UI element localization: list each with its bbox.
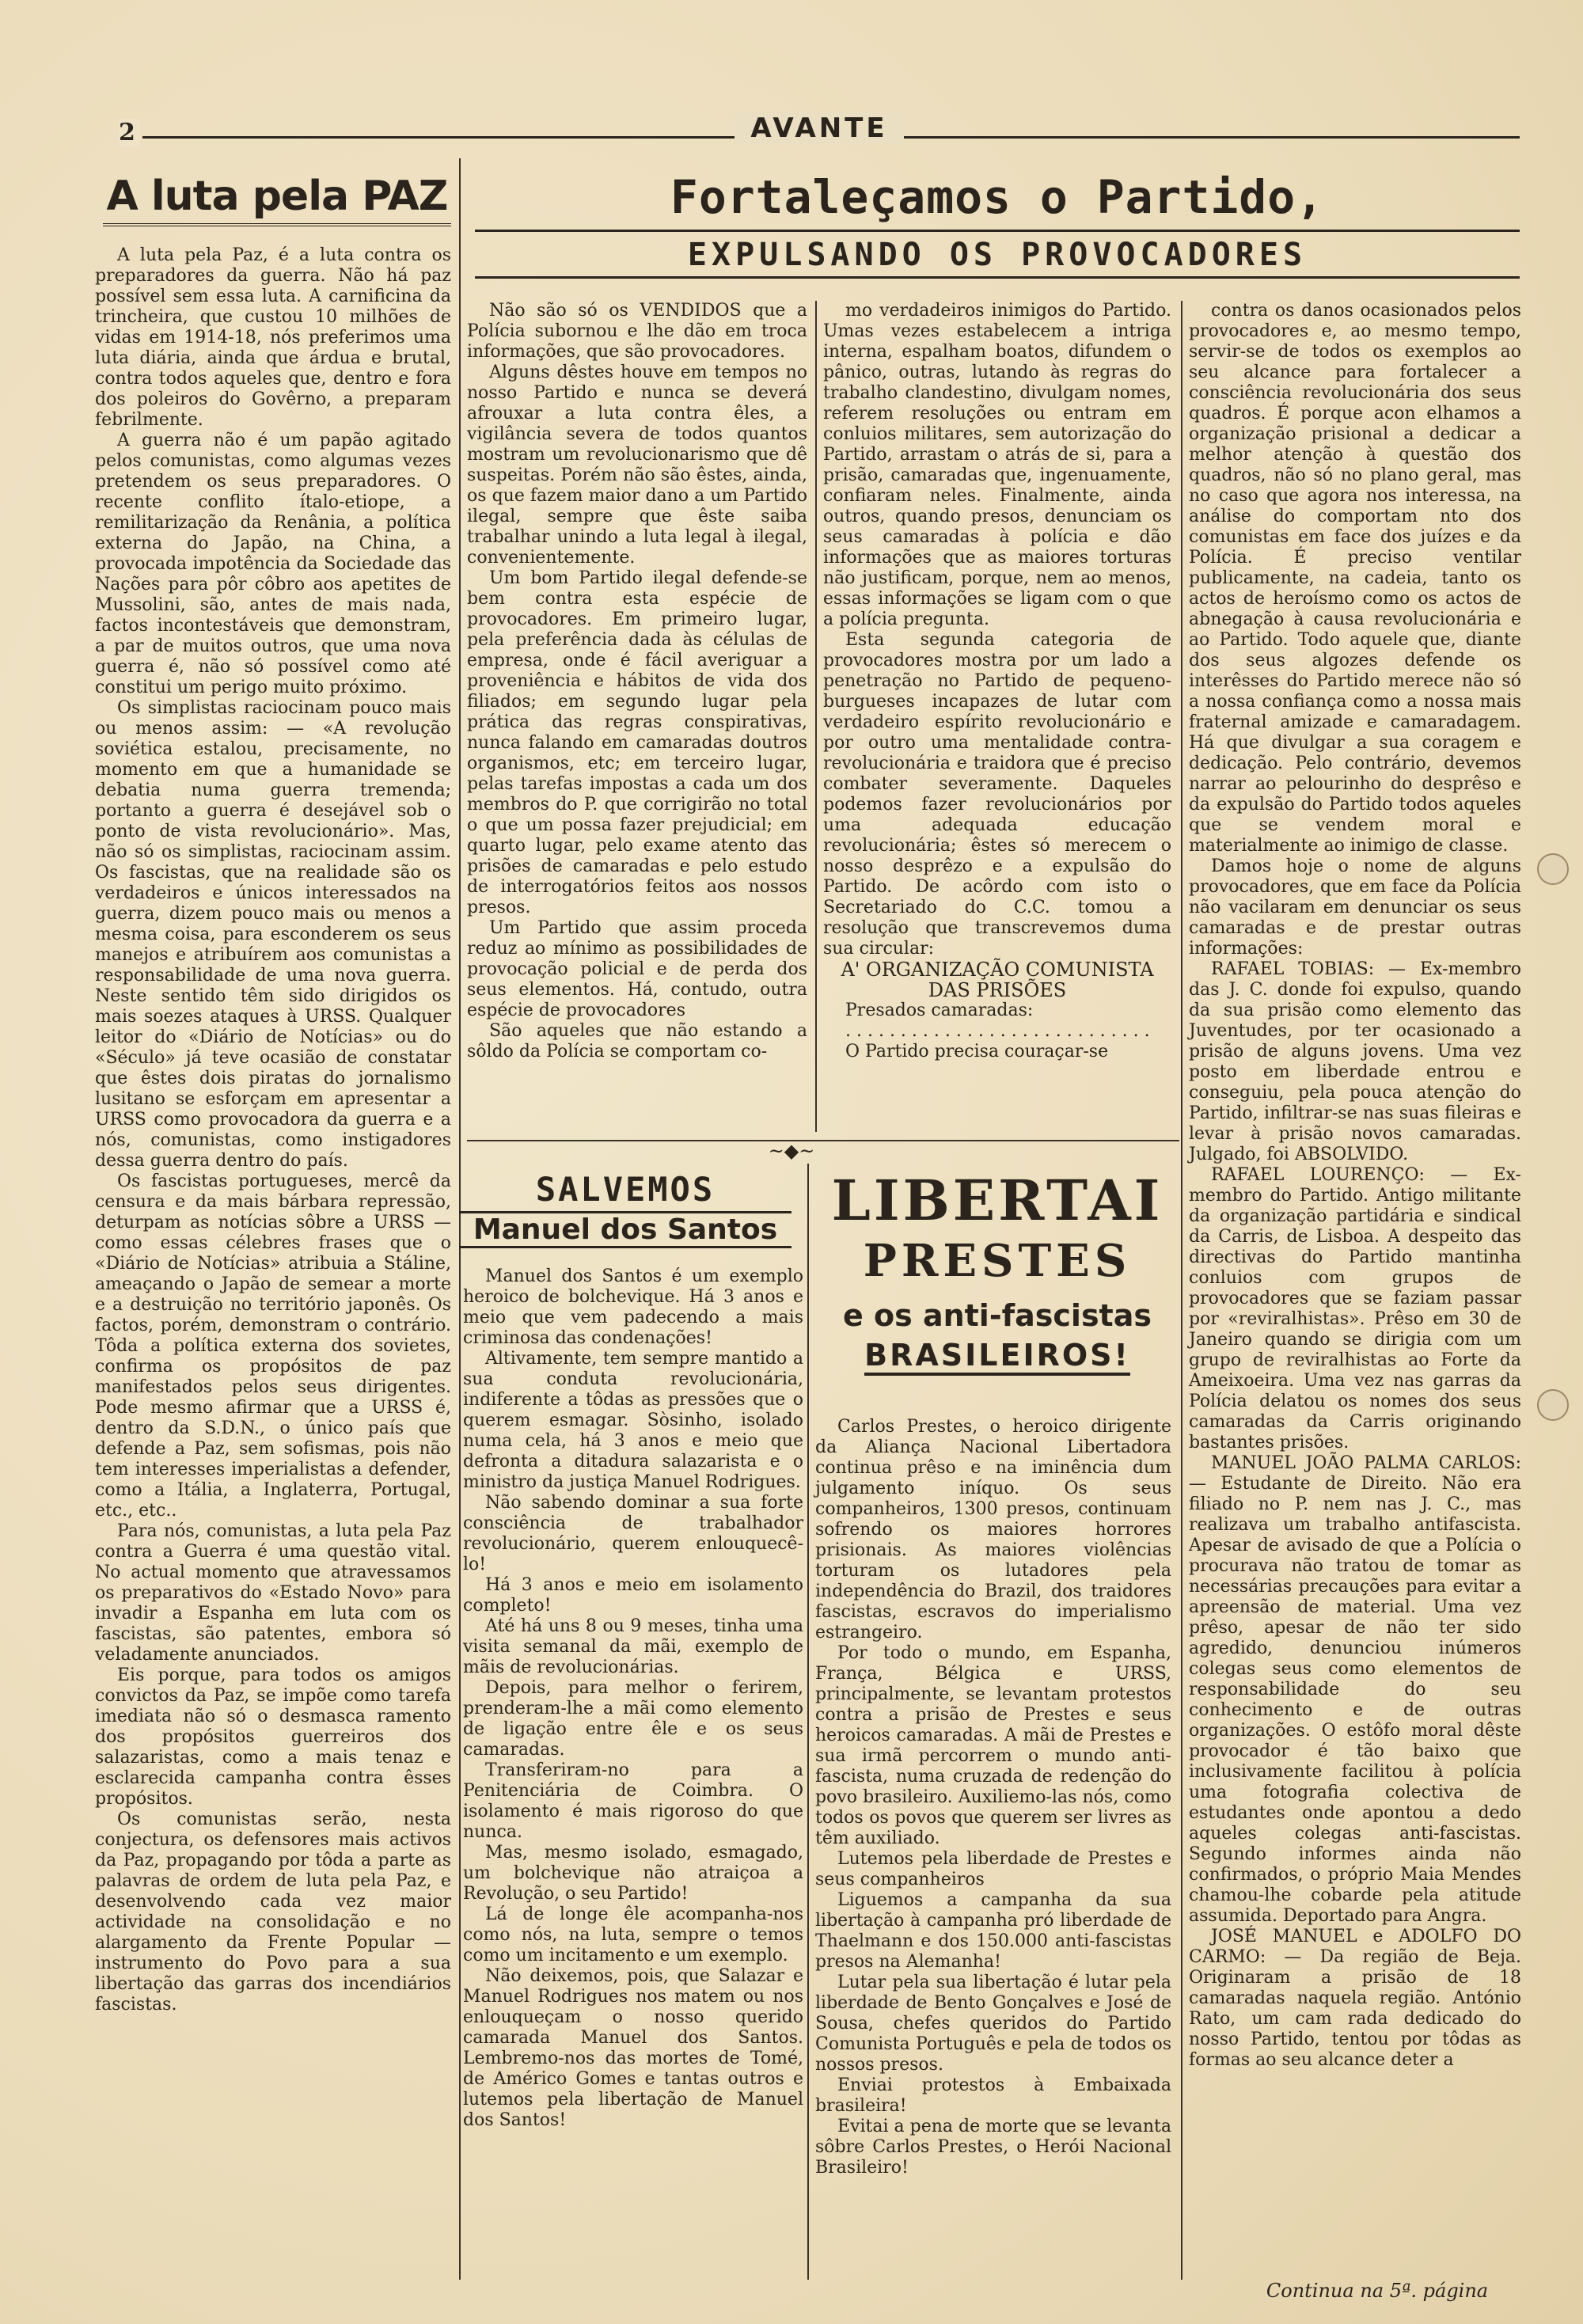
paragraph: Os comunistas serão, nesta conjectura, os defensores mais activos da Paz, propagando por tôda a parte as palavras de ordem de luta pela Paz, e desenvolvendo cada vez maior actividade na consolidação e no alargamento da Frente Popular — instrumento do Povo para a sua libertação das garras dos incendiários fascistas. (95, 1809, 451, 2015)
article-salvemos (463, 1266, 803, 2131)
article-col-2 (467, 301, 807, 1062)
paragraph: A luta pela Paz, é a luta contra os preparadores da guerra. Não há paz possível sem essa luta. A carnificina da trincheira, que custou 10 milhões de vidas em 1914-18, nós preferimos uma luta diária, ainda que árdua e brutal, contra todos aqueles que, dentro e fora dos poleiros do Govêrno, a preparam febrilmente. (95, 245, 451, 430)
paragraph: Lutemos pela liberdade de Prestes e seus companheiros (815, 1849, 1171, 1889)
paragraph: Alguns dêstes houve em tempos no nosso Partido e nunca se deverá afrouxar a luta contra êles, a vigilância severa de todos quantos mostram um revolucionarismo que dê suspeitas. Porém não são êstes, ainda, os que fazem maior dano a um Partido ilegal, sempre que êste saiba trabalhar unindo a luta legal à ilegal, convenientemente. (467, 363, 807, 568)
headline-manuel-dos-santos: Manuel dos Santos (459, 1211, 792, 1248)
paragraph: contra os danos ocasionados pelos provocadores e, ao mesmo tempo, servir-se de todos os exemplos ao seu alcance para fortalecer a consciência revolucionária dos seus quadros. É porque acon elhamos a organização prisional a dedicar a melhor atenção à questão dos quadros, não só no plano geral, mas no caso que agora nos interessa, na análise do comportam nto dos comunistas em face dos juízes e da Polícia. É preciso ventilar publicamente, na cadeia, tanto os actos de heroísmo como os actos de abnegação à causa revolucionária e ao Partido. Todo aquele que, diante dos seus algozes defende os interêsses do Partido merece não só a nossa confiança como a nossa mais fraternal amizade e camaradagem. Há que divulgar a sua coragem e dedicação. Pelo contrário, devemos narrar ao pelourinho do desprêso e da expulsão do Partido todos aqueles que se vendem moral e materialmente ao inimigo de classe. (1189, 301, 1521, 856)
article-body-paz (95, 245, 451, 2015)
binder-hole (1537, 853, 1569, 885)
paragraph: Eis porque, para todos os amigos convictos da Paz, se impõe como tarefa imediata não só o desmasca ramento dos propósitos guerreiros dos salazaristas, como a mais tenaz e esclarecida campanha contra êsses propósitos. (95, 1665, 451, 1809)
paragraph: Os fascistas portugueses, mercê da censura e da mais bárbara repressão, deturpam as notícias sôbre a URSS — como essas célebres frases que o «Diário de Notícias» atribuia a Stáline, ameaçando o Japão de semear a morte e a destruição no território japonês. Os factos, porém, demonstram o contrário. Tôda a política externa dos sovietes, confirma os propósitos de paz manifestados pelos seus dirigentes. Pode mesmo afirmar que a URSS é, dentro da S.D.N., o único país que defende a Paz, sem sofismas, pois não tem interesses imperialistas a defender, como a Itália, a Inglaterra, Portugal, etc., etc.. (95, 1171, 451, 1521)
provocador-entry: JOSÉ MANUEL e ADOLFO DO CARMO: — Da região de Beja. Originaram a prisão de 18 camaradas naquela região. António Rato, um cam rada dedicado do nosso Partido, tentou por tôdas as formas ao seu alcance deter a (1189, 1927, 1521, 2070)
paragraph: Carlos Prestes, o heroico dirigente da Aliança Nacional Libertadora continua prêso e na iminência dum julgamento iníquo. Os seus companheiros, 1300 presos, continuam sofrendo os maiores horrores prisionais. As maiores violências torturam os lutadores pela independência do Brazil, dos traidores fascistas, escravos do imperialismo estrangeiro. (815, 1417, 1171, 1642)
ornament-icon: ~◆~ (768, 1140, 815, 1162)
column-rule (1181, 301, 1183, 2280)
paragraph: Altivamente, tem sempre mantido a sua conduta revolucionária, indiferente a tôdas as pressões que o querem esmagar. Sòsinho, isolado numa cela, há 3 anos e meio que defronta a ditadura salazarista e o ministro da justiça Manuel Rodrigues. (463, 1349, 803, 1492)
continued-note: Continua na 5ª. página (1266, 2280, 1489, 2302)
paragraph: Até há uns 8 ou 9 meses, tinha uma visita semanal da mãi, exemplo de mãis de revolucionárias. (463, 1616, 803, 1677)
masthead-title: AVANTE (735, 112, 903, 144)
column-rule (815, 301, 817, 1132)
paragraph: São aqueles que não estando a sôldo da Polícia se comportam co- (467, 1021, 807, 1061)
paragraph: Para nós, comunistas, a luta pela Paz contra a Guerra é uma questão vital. No actual momento que atravessamos os preparativos do «Estado Novo» para invadir a Espanha em luta com os fascistas, são patentes, embora só veladamente anunciados. (95, 1521, 451, 1665)
provocador-entry: RAFAEL TOBIAS: — Ex-membro das J. C. donde foi expulso, quando da sua prisão como elemento das Juventudes, por ter ocasionado a prisão de alguns jovens. Uma vez posto em liberdade entrou e conseguiu, pela pouca atenção do Partido, infiltrar-se nas suas fileiras e levar à prisão novos camaradas. Julgado, foi ABSOLVIDO. (1189, 959, 1521, 1164)
paragraph: Manuel dos Santos é um exemplo heroico de bolchevique. Há 3 anos e meio que vem padecendo a mais criminosa das condenações! (463, 1266, 803, 1348)
title-underline (103, 223, 451, 226)
article-title-paz: A luta pela PAZ (106, 173, 448, 220)
paragraph: Não deixemos, pois, que Salazar e Manuel Rodrigues nos matem ou nos enlouqueçam o nosso querido camarada Manuel dos Santos. Lembremo-nos das mortes de Tomé, de Américo Gomes e tantas outros e lutemos pela libertação de Manuel dos Santos! (463, 1966, 803, 2130)
paragraph: mo verdadeiros inimigos do Partido. Umas vezes estabelecem a intriga interna, espalham boatos, difundem o pânico, outras, lutando às regras do trabalho clandestino, divulgam nomes, referem resoluções ou entram em conluios militares, sem autorização do Partido, arrastam o atrás de si, para a prisão, camaradas que, ingenuamente, confiaram neles. Finalmente, ainda outros, quando presos, denunciam os seus camaradas à polícia e dão informações que as maiores torturas não justificam, porque, nem ao menos, essas informações se ligam com o que a polícia pregunta. (823, 301, 1171, 629)
headline-salvemos: SALVEMOS (535, 1170, 716, 1209)
provocador-entry: RAFAEL LOURENÇO: — Ex-membro do Partido. Antigo militante da organização partidária e sindical da Carris, de Lisboa. A despeito das directivas do Partido mantinha conluios com grupos de provocadores que se faziam passar por «reviralhistas». Prêso em 30 de Janeiro quando se dirigia com um grupo de reviralhistas ao Forte da Ameixoeira. Uma vez nas garras da Polícia delatou os nomes dos seus camaradas da Carris originando bastantes prisões. (1189, 1165, 1521, 1452)
paragraph: Não são só os VENDIDOS que a Polícia subornou e lhe dão em troca informações, que são provocadores. (467, 301, 807, 362)
headline-fortalecamos: Fortaleçamos o Partido, (670, 170, 1325, 224)
provocador-entry: MANUEL JOÃO PALMA CARLOS: — Estudante de Direito. Não era filiado no P. nem nas J. C., mas realizava um trabalho antifascista. Apesar de avisado de que a Polícia o procurava não tratou de tomar as necessárias precauções para evitar a apreensão de material. Uma vez prêso, apesar de não ter sido agredido, denunciou inúmeros colegas seus como elementos de responsabilidade do seu conhecimento e de outras organizações. O estôfo moral dêste provocador é tão baixo que inclusivamente facilitou à polícia uma fotografia colectiva de estudantes onde apontou a dedo aqueles colegas anti-fascistas. Segundo informes ainda não confirmados, o próprio Maia Mendes chamou-lhe cobarde pela atitude assumida. Deportado para Angra. (1189, 1453, 1521, 1926)
paragraph: Depois, para melhor o ferirem, prenderam-lhe a mãi como elemento de ligação entre êle e os seus camaradas. (463, 1678, 803, 1760)
headline-libertai: LIBERTAI (831, 1168, 1164, 1233)
article-col-4 (1189, 301, 1521, 2071)
paragraph: Um bom Partido ilegal defende-se bem contra esta espécie de provocadores. Em primeiro lugar, pela preferência dada às células de empresa, onde é fácil averiguar a proveniência e hábitos de vida dos filiados; em segundo lugar pela prática das regras conspirativas, nunca falando em camaradas doutros organismos, etc; em terceiro lugar, pelas tarefas impostas a cada um dos membros do P. que corrigirão no total o que um possa fazer prejudicial; em quarto lugar, pelo exame atento das prisões de camaradas e pelo estudo de interrogatórios feitos aos nossos presos. (467, 568, 807, 917)
paragraph: Esta segunda categoria de provocadores mostra por um lado a penetração no Partido de pequeno-burgueses incapazes de lutar com verdadeiro espírito revolucionário e por outro uma mentalidade contra-revolucionária e traidora que é preciso combater severamente. Daqueles podemos fazer revolucionários por uma adequada educação revolucionária; êstes só merecem o nosso desprêzo e a expulsão do Partido. De acôrdo com isto o Secretariado do C.C. tomou a resolução que transcrevemos duma sua circular: (823, 630, 1171, 959)
article-libertai (815, 1417, 1171, 2178)
headline-brasileiros: BRASILEIROS! (864, 1338, 1130, 1376)
headline-expulsando: EXPULSANDO OS PROVOCADORES (475, 230, 1520, 279)
paragraph: Evitai a pena de morte que se levanta sôbre Carlos Prestes, o Herói Nacional Brasileiro! (815, 2117, 1171, 2178)
paragraph: Enviai protestos à Embaixada brasileira! (815, 2075, 1171, 2116)
paragraph: Os simplistas raciocinam pouco mais ou menos assim: — «A revolução soviética estalou, precisamente, no momento em que a humanidade se debatia numa guerra tremenda; portanto a guerra é desejável sob o ponto de vista revolucionário». Mas, não só os simplistas, raciocinam assim. Os fascistas, que na realidade são os verdadeiros e únicos interessados na guerra, dizem pouco mais ou menos a mesma coisa, para esconderem os seus manejos e atribuírem aos comunistas a responsabilidade de uma nova guerra. Neste sentido têm sido dirigidos os mais soezes ataques à URSS. Qualquer leitor do «Diário de Notícias» ou do «Século» já teve ocasião de constatar que êstes dois piratas do jornalismo lusitano se esforçam em apresentar a URSS como provocadora da guerra e a nós, comunistas, como instigadores dessa guerra dentro do país. (95, 698, 451, 1171)
letter-salutation: Presados camaradas: (845, 1001, 1034, 1020)
paragraph: Transferiram-no para a Penitenciária de Coimbra. O isolamento é mais rigoroso do que nunca. (463, 1760, 803, 1842)
paragraph: Damos hoje o nome de alguns provocadores, que em face da Polícia não vacilaram em denunciar os seus camaradas e de prestar outras informações: (1189, 856, 1521, 959)
paragraph: Um Partido que assim proceda reduz ao mínimo as possibilidades de provocação policial e de perda dos seus elementos. Há, contudo, outra espécie de provocadores (467, 918, 807, 1020)
masthead (119, 112, 1520, 146)
paragraph: Liguemos a campanha da sua libertação à campanha pró liberdade de Thaelmann e dos 150.000 anti-fascistas presos na Alemanha! (815, 1890, 1171, 1972)
paragraph: Lá de longe êle acompanha-nos como nós, na luta, sempre o temos como um incitamento e um exemplo. (463, 1904, 803, 1965)
article-col-3 (823, 301, 1171, 1062)
paragraph: Lutar pela sua libertação é lutar pela liberdade de Bento Gonçalves e José de Sousa, chefes queridos do Partido Comunista Português e pela de todos os nossos presos. (815, 1973, 1171, 2075)
paragraph: Mas, mesmo isolado, esmagado, um bolchevique não atraiçoa a Revolução, o seu Partido! (463, 1843, 803, 1904)
headline-anti-fascistas: e os anti-fascistas (842, 1298, 1152, 1333)
paragraph: A guerra não é um papão agitado pelos comunistas, como algumas vezes pretendem os seus preparadores. O recente conflito ítalo-etiope, a remilitarização da Renânia, a política externa do Japão, na China, a provocada impotência da Sociedade das Nações para pôr côbro aos apetites de Mussolini, são, antes de mais nada, factos incontestáveis que demonstram, a par de muitos outros, que uma nova guerra é, não só possível como até constitui um perigo muito próximo. (95, 431, 451, 697)
letter-start: O Partido precisa couraçar-se (845, 1042, 1109, 1061)
paragraph: Por todo o mundo, em Espanha, França, Bélgica e URSS, principalmente, se levantam protestos contra a prisão de Prestes e seus heroicos camaradas. A mãi de Prestes e sua irmã percorrem o mundo anti-fascista, numa cruzada de redenção do povo brasileiro. Auxiliemo-las nós, como todos os povos que querem ser livres as têm auxiliado. (815, 1643, 1171, 1848)
binder-hole (1537, 1389, 1569, 1421)
paragraph: Há 3 anos e meio em isolamento completo! (463, 1575, 803, 1616)
page-number: 2 (119, 119, 140, 146)
paragraph: Não sabendo dominar a sua forte consciência de trabalhador revolucionário, querem enlouquecê-lo! (463, 1493, 803, 1574)
letter-heading: A' ORGANIZAÇÃO COMUNISTA DAS PRISÕES (841, 959, 1154, 1001)
letter-dots: . . . . . . . . . . . . . . . . . . . . . . . . . . . . (845, 1021, 1150, 1041)
headline-prestes: PRESTES (863, 1235, 1132, 1287)
